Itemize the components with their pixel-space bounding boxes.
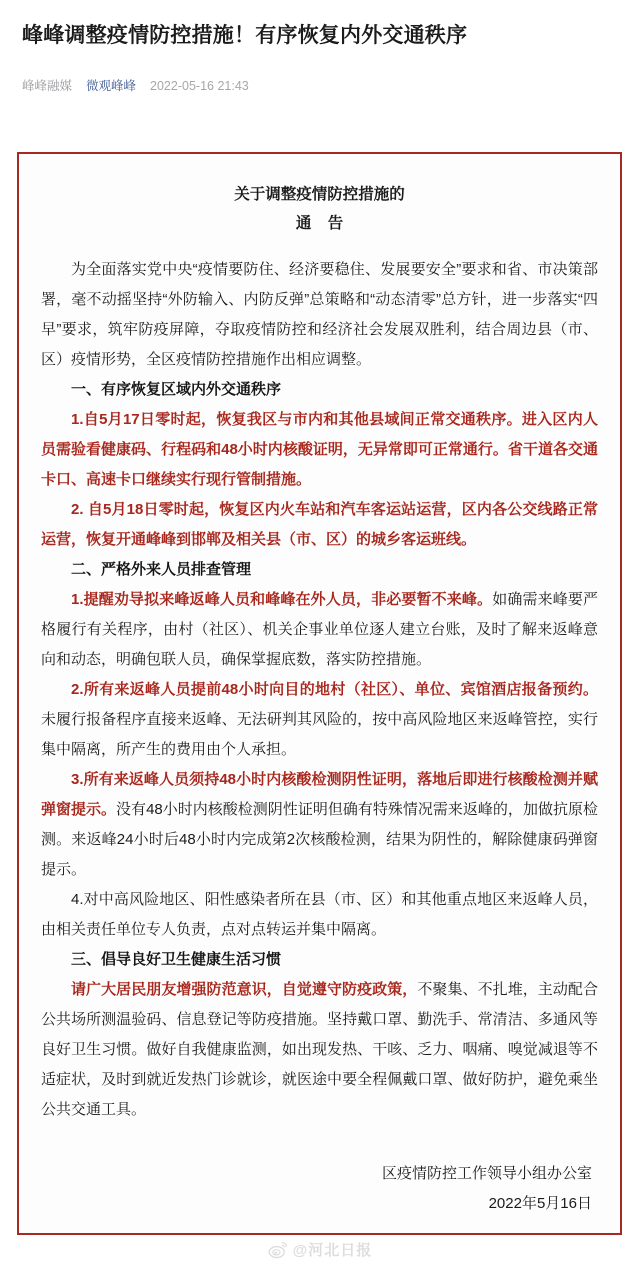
signature-block — [41, 1159, 598, 1219]
paragraph-item-2-1-body: 如确需来峰要严格履行有关程序，由村（社区）、机关企事业单位逐人建立台账，及时了解来返峰意向和动态，明确包联人员，确保掌握底数，落实防控措施。 — [41, 590, 598, 668]
notice-title-line-2: 通 告 — [295, 215, 350, 233]
paragraph-item-2-2 — [41, 675, 598, 765]
weibo-eye-icon — [268, 1240, 288, 1260]
paragraph-item-2-3-highlight: 3.所有来返峰人员须持48小时内核酸检测阴性证明，落地后即进行核酸检测并赋弹窗提示。 — [41, 770, 598, 818]
paragraph-item-2-1-highlight: 1.提醒劝导拟来峰返峰人员和峰峰在外人员，非必要暂不来峰。 — [71, 590, 493, 608]
article-meta — [22, 76, 618, 94]
watermark-text: @河北日报 — [292, 1242, 373, 1259]
section-heading-2: 二、严格外来人员排查管理 — [71, 560, 252, 578]
meta-account-link[interactable]: 微观峰峰 — [86, 79, 137, 94]
notice-body — [41, 255, 598, 1219]
notice-card — [17, 152, 622, 1235]
article-header — [0, 0, 640, 94]
paragraph-intro: 为全面落实党中央“疫情要防住、经济要稳住、发展要安全”要求和省、市决策部署，毫不动摇坚持“外防输入、内防反弹”总策略和“动态清零”总方针，进一步落实“四早”要求，筑牢防疫屏障，夺取疫情防控和经济社会发展双胜利，结合周边县（市、区）疫情形势，全区疫情防控措施作出相应调整。 — [41, 260, 598, 368]
section-heading-1: 一、有序恢复区域内外交通秩序 — [71, 380, 282, 398]
notice-title-line-1: 关于调整疫情防控措施的 — [234, 186, 405, 203]
signature-date: 2022年5月16日 — [488, 1194, 592, 1212]
paragraph-item-2-2-body: 未履行报备程序直接来返峰、无法研判其风险的，按中高风险地区来返峰管控，实行集中隔离，所产生的费用由个人承担。 — [41, 710, 598, 758]
meta-timestamp: 2022-05-16 21:43 — [150, 79, 249, 94]
weibo-watermark — [0, 1239, 640, 1260]
section-heading-3: 三、倡导良好卫生健康生活习惯 — [71, 950, 282, 968]
paragraph-item-2-2-highlight: 2.所有来返峰人员提前48小时向目的地村（社区）、单位、宾馆酒店报备预约。 — [71, 680, 598, 698]
paragraph-item-3-1 — [41, 975, 598, 1125]
signature-organization: 区疫情防控工作领导小组办公室 — [381, 1164, 592, 1182]
paragraph-item-2-3 — [41, 765, 598, 885]
paragraph-item-3-1-highlight: 请广大居民朋友增强防范意识，自觉遵守防疫政策， — [71, 980, 418, 998]
paragraph-item-1-2: 2. 自5月18日零时起，恢复区内火车站和汽车客运站运营，区内各公交线路正常运营，恢复开通峰峰到邯郸及相关县（市、区）的城乡客运班线。 — [41, 500, 598, 548]
page-title: 峰峰调整疫情防控措施！有序恢复内外交通秩序 — [22, 24, 468, 47]
paragraph-item-2-4: 4.对中高风险地区、阳性感染者所在县（市、区）和其他重点地区来返峰人员，由相关责任单位专人负责，点对点转运并集中隔离。 — [41, 890, 598, 938]
paragraph-item-2-1 — [41, 585, 598, 675]
paragraph-item-1-1: 1.自5月17日零时起，恢复我区与市内和其他县域间正常交通秩序。进入区内人员需验看健康码、行程码和48小时内核酸证明，无异常即可正常通行。省干道各交通卡口、高速卡口继续实行现行管制措施。 — [41, 410, 598, 488]
paragraph-item-3-1-body: 不聚集、不扎堆，主动配合公共场所测温验码、信息登记等防疫措施。坚持戴口罩、勤洗手、常清洁、多通风等良好卫生习惯。做好自我健康监测，如出现发热、干咳、乏力、咽痛、嗅觉减退等不适症状，及时到就近发热门诊就诊，就医途中要全程佩戴口罩、做好防护，避免乘坐公共交通工具。 — [41, 980, 598, 1118]
meta-source: 峰峰融媒 — [22, 79, 73, 94]
paragraph-item-2-3-body: 没有48小时内核酸检测阴性证明但确有特殊情况需来返峰的，加做抗原检测。来返峰24小时后48小时内完成第2次核酸检测，结果为阴性的，解除健康码弹窗提示。 — [41, 800, 598, 878]
